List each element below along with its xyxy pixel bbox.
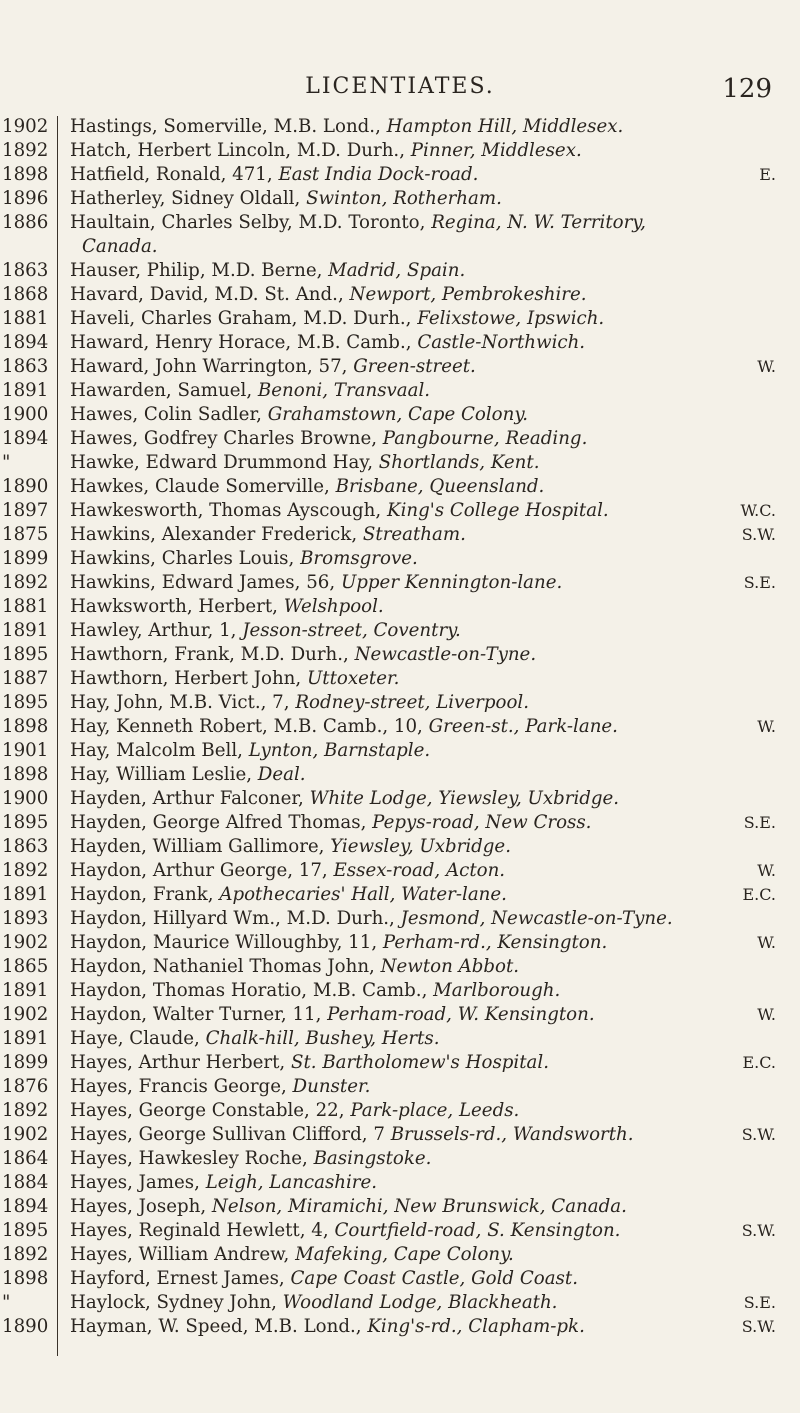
entry-year: 1895 [2, 692, 49, 713]
entry-year: " [2, 1292, 11, 1313]
entry-text [70, 187, 755, 211]
entry-name: Hayes, William Andrew, [70, 1244, 290, 1265]
list-item [0, 403, 800, 427]
entry-year: 1892 [2, 140, 49, 161]
entry-year: 1892 [2, 860, 49, 881]
entry-text [70, 619, 755, 643]
entry-year: 1887 [2, 668, 49, 689]
entry-year: 1892 [2, 1100, 49, 1121]
entry-postal-district: E.C. [742, 885, 776, 904]
entry-text [70, 1147, 755, 1171]
entry-address: Shortlands, Kent. [378, 452, 540, 473]
entry-address: Regina, N. W. Territory, [431, 212, 646, 233]
entry-address: White Lodge, Yiewsley, Uxbridge. [309, 788, 620, 809]
entry-year: 1898 [2, 764, 49, 785]
entry-text [70, 739, 755, 763]
list-item [0, 619, 800, 643]
entry-year: 1891 [2, 980, 49, 1001]
entry-text [70, 451, 755, 475]
list-item [0, 379, 800, 403]
list-item [0, 595, 800, 619]
entry-address: Newcastle-on-Tyne. [354, 644, 537, 665]
entry-name: Hastings, Somerville, M.B. Lond., [70, 116, 381, 137]
entry-text [70, 595, 755, 619]
entry-text [70, 307, 755, 331]
entry-address: Perham-road, W. Kensington. [327, 1004, 595, 1025]
entry-address: Brussels-rd., Wandsworth. [390, 1124, 634, 1145]
entry-name: Hay, Malcolm Bell, [70, 740, 243, 761]
list-item [0, 1075, 800, 1099]
entry-name: Hatherley, Sidney Oldall, [70, 188, 301, 209]
entry-text [70, 1171, 755, 1195]
entry-text [70, 1291, 755, 1315]
entry-year: 1892 [2, 1244, 49, 1265]
entry-name: Hawkes, Claude Somerville, [70, 476, 330, 497]
entry-text [70, 475, 755, 499]
entry-text [70, 1075, 755, 1099]
list-item [0, 1315, 800, 1339]
list-item [0, 187, 800, 211]
entry-name: Hayes, Reginald Hewlett, 4, [70, 1220, 329, 1241]
entry-postal-district: W. [757, 861, 776, 880]
entry-address: Newton Abbot. [380, 956, 520, 977]
entry-year: 1895 [2, 812, 49, 833]
list-item [0, 307, 800, 331]
entry-postal-district: E. [759, 165, 776, 184]
list-item [0, 451, 800, 475]
list-item [0, 1267, 800, 1291]
list-item [0, 259, 800, 283]
running-title: LICENTIATES. [305, 74, 495, 99]
entry-address: Jesson-street, Coventry. [242, 620, 461, 641]
entry-name: Hawes, Godfrey Charles Browne, [70, 428, 377, 449]
list-item [0, 1219, 800, 1243]
entry-text [70, 1003, 755, 1027]
entry-year: 1890 [2, 1316, 49, 1337]
entry-address: Pangbourne, Reading. [382, 428, 588, 449]
entry-text [70, 331, 755, 355]
entry-year: 1863 [2, 836, 49, 857]
entry-address: Essex-road, Acton. [333, 860, 506, 881]
entry-year: 1890 [2, 476, 49, 497]
entry-text [70, 931, 755, 955]
entry-postal-district: W. [757, 717, 776, 736]
entry-name: Hawke, Edward Drummond Hay, [70, 452, 373, 473]
entry-name: Hawarden, Samuel, [70, 380, 253, 401]
entry-year: 1898 [2, 1268, 49, 1289]
entry-text [70, 1051, 755, 1075]
entry-name: Haydon, Arthur George, 17, [70, 860, 328, 881]
entry-name: Hatfield, Ronald, 471, [70, 164, 273, 185]
entry-postal-district: E.C. [742, 1053, 776, 1072]
entry-address: Newport, Pembrokeshire. [349, 284, 587, 305]
entry-year: 1876 [2, 1076, 49, 1097]
entry-name: Hayden, Arthur Falconer, [70, 788, 304, 809]
entry-name: Haylock, Sydney John, [70, 1292, 277, 1313]
entry-name: Haydon, Walter Turner, 11, [70, 1004, 322, 1025]
entry-postal-district: W. [757, 1005, 776, 1024]
entry-name: Hawksworth, Herbert, [70, 596, 278, 617]
entry-address: Courtfield-road, S. Kensington. [334, 1220, 621, 1241]
entry-text [70, 1243, 755, 1267]
entry-year: 1897 [2, 500, 49, 521]
entry-text [70, 643, 755, 667]
list-item [0, 547, 800, 571]
entry-address: East India Dock-road. [278, 164, 479, 185]
entry-text [70, 211, 755, 259]
list-item [0, 139, 800, 163]
entry-text [70, 259, 755, 283]
entry-name: Hawkins, Alexander Frederick, [70, 524, 358, 545]
list-item [0, 475, 800, 499]
entry-address: Green-street. [353, 356, 476, 377]
entry-year: 1881 [2, 596, 49, 617]
entry-name: Hawkesworth, Thomas Ayscough, [70, 500, 382, 521]
entry-address: Uttoxeter. [306, 668, 400, 689]
entry-name: Hawthorn, Herbert John, [70, 668, 302, 689]
entry-text [70, 1099, 755, 1123]
entry-year: 1895 [2, 1220, 49, 1241]
list-item [0, 835, 800, 859]
entry-text [70, 1123, 755, 1147]
entry-year: 1891 [2, 380, 49, 401]
entry-address: Brisbane, Queensland. [335, 476, 545, 497]
entry-text [70, 811, 755, 835]
entry-name: Haydon, Frank, [70, 884, 214, 905]
entry-year: 1881 [2, 308, 49, 329]
entry-name: Hatch, Herbert Lincoln, M.D. Durh., [70, 140, 405, 161]
entry-year: 1884 [2, 1172, 49, 1193]
list-item [0, 787, 800, 811]
entry-year: 1865 [2, 956, 49, 977]
list-item [0, 1243, 800, 1267]
entry-text [70, 691, 755, 715]
entry-address: Welshpool. [283, 596, 384, 617]
entry-address: Dunster. [292, 1076, 371, 1097]
entry-year: 1896 [2, 188, 49, 209]
entry-year: 1891 [2, 884, 49, 905]
entry-address: Marlborough. [433, 980, 561, 1001]
list-item [0, 715, 800, 739]
entry-address: Pinner, Middlesex. [410, 140, 582, 161]
entry-address: Apothecaries' Hall, Water-lane. [219, 884, 507, 905]
list-item [0, 115, 800, 139]
entry-address: Felixstowe, Ipswich. [417, 308, 605, 329]
entry-address: Streatham. [362, 524, 466, 545]
list-item [0, 1003, 800, 1027]
entry-address: St. Bartholomew's Hospital. [290, 1052, 550, 1073]
entry-text [70, 571, 755, 595]
list-item [0, 763, 800, 787]
entry-year: 1875 [2, 524, 49, 545]
list-item [0, 667, 800, 691]
entry-text [70, 355, 755, 379]
entry-postal-district: S.E. [743, 573, 776, 592]
entry-address: Perham-rd., Kensington. [382, 932, 608, 953]
entry-address: Rodney-street, Liverpool. [295, 692, 529, 713]
entry-year: 1886 [2, 212, 49, 233]
list-item [0, 1147, 800, 1171]
list-item [0, 859, 800, 883]
entry-text [70, 427, 755, 451]
list-item [0, 739, 800, 763]
entry-text [70, 787, 755, 811]
page-header [0, 74, 800, 114]
list-item [0, 979, 800, 1003]
entry-address: Jesmond, Newcastle-on-Tyne. [400, 908, 673, 929]
entry-name: Haward, Henry Horace, M.B. Camb., [70, 332, 412, 353]
entry-text [70, 1267, 755, 1291]
entry-year: 1902 [2, 1124, 49, 1145]
entry-address: Mafeking, Cape Colony. [295, 1244, 514, 1265]
list-item [0, 883, 800, 907]
entry-text [70, 547, 755, 571]
entry-address: Chalk-hill, Bushey, Herts. [205, 1028, 440, 1049]
entry-year: 1864 [2, 1148, 49, 1169]
entry-address: Nelson, Miramichi, New Brunswick, Canada. [211, 1196, 627, 1217]
list-item [0, 1051, 800, 1075]
entry-address: Basingstoke. [313, 1148, 432, 1169]
list-item [0, 691, 800, 715]
entry-postal-district: S.W. [741, 525, 776, 544]
entry-text [70, 499, 755, 523]
entry-year: " [2, 452, 11, 473]
entry-address: Cape Coast Castle, Gold Coast. [290, 1268, 578, 1289]
entry-year: 1894 [2, 1196, 49, 1217]
entry-postal-district: S.E. [743, 813, 776, 832]
entry-name: Hawkins, Edward James, 56, [70, 572, 336, 593]
entry-name: Hayes, Arthur Herbert, [70, 1052, 286, 1073]
entry-name: Hayes, George Sullivan Clifford, 7 [70, 1124, 385, 1145]
entry-postal-district: S.W. [741, 1221, 776, 1240]
entry-text [70, 979, 755, 1003]
entry-name: Hawley, Arthur, 1, [70, 620, 237, 641]
entry-text [70, 379, 755, 403]
entry-text [70, 955, 755, 979]
entry-year: 1893 [2, 908, 49, 929]
entry-name: Hayes, Joseph, [70, 1196, 207, 1217]
entry-address: Grahamstown, Cape Colony. [267, 404, 528, 425]
list-item [0, 1195, 800, 1219]
entry-name: Hay, Kenneth Robert, M.B. Camb., 10, [70, 716, 423, 737]
list-item [0, 163, 800, 187]
entry-address: Benoni, Transvaal. [257, 380, 431, 401]
entry-address: Pepys-road, New Cross. [372, 812, 592, 833]
entry-text [70, 403, 755, 427]
list-item [0, 571, 800, 595]
entry-year: 1899 [2, 548, 49, 569]
entry-name: Hayford, Ernest James, [70, 1268, 285, 1289]
list-item [0, 523, 800, 547]
entry-address-continued: Canada. [82, 236, 158, 257]
entry-postal-district: W.C. [740, 501, 776, 520]
list-item [0, 811, 800, 835]
entry-name: Haydon, Hillyard Wm., M.D. Durh., [70, 908, 395, 929]
entry-year: 1868 [2, 284, 49, 305]
entry-year: 1892 [2, 572, 49, 593]
entry-text [70, 139, 755, 163]
entry-name: Hayman, W. Speed, M.B. Lond., [70, 1316, 362, 1337]
entry-year: 1898 [2, 716, 49, 737]
entry-text [70, 907, 755, 931]
entry-name: Haye, Claude, [70, 1028, 200, 1049]
list-item [0, 907, 800, 931]
entry-text [70, 859, 755, 883]
entry-text [70, 163, 755, 187]
entry-text [70, 115, 755, 139]
list-item [0, 1123, 800, 1147]
entry-address: Park-place, Leeds. [350, 1100, 520, 1121]
entry-year: 1898 [2, 164, 49, 185]
list-item [0, 499, 800, 523]
entry-address: King's College Hospital. [386, 500, 609, 521]
list-item [0, 427, 800, 451]
list-item [0, 331, 800, 355]
list-item [0, 355, 800, 379]
entry-text [70, 667, 755, 691]
list-item [0, 1291, 800, 1315]
entry-name: Hayes, Hawkesley Roche, [70, 1148, 308, 1169]
entry-name: Haydon, Thomas Horatio, M.B. Camb., [70, 980, 428, 1001]
list-item [0, 283, 800, 307]
entry-year: 1900 [2, 788, 49, 809]
list-item [0, 211, 800, 259]
entry-name: Hawes, Colin Sadler, [70, 404, 262, 425]
entry-text [70, 523, 755, 547]
entry-text [70, 1219, 755, 1243]
entry-year: 1894 [2, 332, 49, 353]
entry-text [70, 835, 755, 859]
entry-year: 1894 [2, 428, 49, 449]
entry-name: Haydon, Nathaniel Thomas John, [70, 956, 375, 977]
entry-text [70, 715, 755, 739]
entry-year: 1863 [2, 260, 49, 281]
entry-name: Haward, John Warrington, 57, [70, 356, 348, 377]
entry-name: Haveli, Charles Graham, M.D. Durh., [70, 308, 412, 329]
entry-address: Castle-Northwich. [417, 332, 586, 353]
entry-name: Hayes, Francis George, [70, 1076, 287, 1097]
entry-text [70, 763, 755, 787]
entry-name: Havard, David, M.D. St. And., [70, 284, 344, 305]
list-item [0, 1099, 800, 1123]
entry-name: Hawthorn, Frank, M.D. Durh., [70, 644, 349, 665]
entry-address: Deal. [257, 764, 306, 785]
entry-postal-district: W. [757, 357, 776, 376]
list-item [0, 643, 800, 667]
entry-name: Hawkins, Charles Louis, [70, 548, 295, 569]
entry-name: Hayes, George Constable, 22, [70, 1100, 345, 1121]
entry-address: Yiewsley, Uxbridge. [330, 836, 511, 857]
licentiates-list [0, 115, 800, 1339]
entry-address: Swinton, Rotherham. [306, 188, 502, 209]
entry-name: Hayden, William Gallimore, [70, 836, 325, 857]
entry-year: 1902 [2, 1004, 49, 1025]
entry-year: 1902 [2, 932, 49, 953]
entry-text [70, 283, 755, 307]
entry-year: 1863 [2, 356, 49, 377]
list-item [0, 1027, 800, 1051]
entry-text [70, 1027, 755, 1051]
entry-postal-district: S.E. [743, 1293, 776, 1312]
entry-address: King's-rd., Clapham-pk. [367, 1316, 585, 1337]
entry-name: Hay, John, M.B. Vict., 7, [70, 692, 290, 713]
entry-year: 1899 [2, 1052, 49, 1073]
entry-year: 1901 [2, 740, 49, 761]
entry-text [70, 883, 755, 907]
entry-address: Lynton, Barnstaple. [248, 740, 431, 761]
list-item [0, 955, 800, 979]
entry-address: Green-st., Park-lane. [428, 716, 618, 737]
entry-postal-district: S.W. [741, 1125, 776, 1144]
list-item [0, 1171, 800, 1195]
entry-name: Hauser, Philip, M.D. Berne, [70, 260, 323, 281]
entry-address: Hampton Hill, Middlesex. [386, 116, 624, 137]
entry-text [70, 1315, 755, 1339]
entry-year: 1891 [2, 620, 49, 641]
page-number: 129 [722, 74, 772, 104]
entry-address: Madrid, Spain. [328, 260, 466, 281]
entry-name: Hayes, James, [70, 1172, 200, 1193]
entry-name: Hay, William Leslie, [70, 764, 252, 785]
entry-year: 1902 [2, 116, 49, 137]
entry-address: Upper Kennington-lane. [340, 572, 563, 593]
entry-name: Hayden, George Alfred Thomas, [70, 812, 367, 833]
entry-name: Haultain, Charles Selby, M.D. Toronto, [70, 212, 426, 233]
entry-text [70, 1195, 755, 1219]
entry-address: Woodland Lodge, Blackheath. [282, 1292, 558, 1313]
entry-year: 1900 [2, 404, 49, 425]
list-item [0, 931, 800, 955]
entry-year: 1895 [2, 644, 49, 665]
entry-year: 1891 [2, 1028, 49, 1049]
entry-address: Leigh, Lancashire. [205, 1172, 378, 1193]
entry-name: Haydon, Maurice Willoughby, 11, [70, 932, 378, 953]
entry-address: Bromsgrove. [300, 548, 418, 569]
entry-postal-district: W. [757, 933, 776, 952]
entry-postal-district: S.W. [741, 1317, 776, 1336]
